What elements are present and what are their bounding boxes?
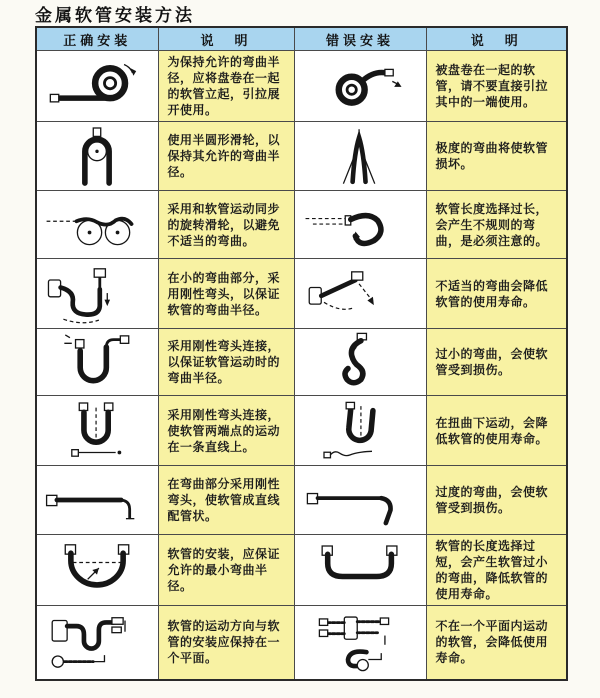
wrong-image-cell: [294, 329, 426, 396]
wrong-image-cell: [294, 122, 426, 191]
correct-image-cell: [36, 122, 158, 191]
out-of-plane-motion-diagram: [300, 608, 420, 676]
table-row: [36, 606, 567, 680]
rotating-pulleys-diagram: [41, 194, 153, 256]
correct-desc-cell: 使用半圆形滑轮，以保持其允许的弯曲半径。: [158, 122, 294, 191]
wrong-desc-cell: 软管的长度选择过短，会产生软管过小的弯曲，降低软管的使用寿命。: [426, 535, 567, 606]
wrong-image-cell: [294, 191, 426, 259]
correct-image-cell: [36, 259, 158, 329]
wrong-image-cell: [294, 535, 426, 606]
header-wrong: 错误安装: [294, 27, 426, 51]
wrong-desc-cell: 软管长度选择过长，会产生不规则的弯曲，是必须注意的。: [426, 191, 567, 259]
wrong-desc-cell: 过度的弯曲，会使软管受到损伤。: [426, 466, 567, 535]
extreme-bend-diagram: [300, 125, 420, 187]
wrong-desc-cell: 不在一个平面内运动的软管，会降低使用寿命。: [426, 606, 567, 680]
header-wrong-desc: 说 明: [426, 27, 567, 51]
wrong-desc-cell: 极度的弯曲将使软管损坏。: [426, 122, 567, 191]
min-bend-radius-u-diagram: [41, 539, 153, 601]
table-row: [36, 122, 567, 191]
correct-desc-cell: 在弯曲部分采用刚性弯头，使软管成直线配管状。: [158, 466, 294, 535]
improper-bend-diagram: [300, 262, 420, 326]
single-plane-motion-diagram: [41, 608, 153, 676]
correct-image-cell: [36, 466, 158, 535]
wrong-desc-cell: 不适当的弯曲会降低软管的使用寿命。: [426, 259, 567, 329]
wrong-image-cell: [294, 466, 426, 535]
wrong-image-cell: [294, 259, 426, 329]
correct-desc-cell: 软管的运动方向与软管的安装应保持在一个平面。: [158, 606, 294, 680]
table-row: [36, 396, 567, 466]
straight-run-elbow-diagram: [41, 469, 153, 531]
correct-desc-cell: 在小的弯曲部分，采用刚性弯头，以保证软管的弯曲半径。: [158, 259, 294, 329]
wrong-image-cell: [294, 396, 426, 466]
too-short-hose-diagram: [300, 539, 420, 601]
table-row: [36, 191, 567, 259]
correct-desc-cell: 采用和软管运动同步的旋转滑轮，以避免不适当的弯曲。: [158, 191, 294, 259]
too-small-bend-hook-diagram: [300, 331, 420, 393]
correct-image-cell: [36, 191, 158, 259]
inline-motion-u-diagram: [41, 399, 153, 463]
table-row: [36, 329, 567, 396]
correct-image-cell: [36, 51, 158, 122]
correct-image-cell: [36, 535, 158, 606]
header-correct-desc: 说 明: [158, 27, 294, 51]
correct-image-cell: [36, 329, 158, 396]
header-row: [36, 27, 567, 51]
coiled-hose-pulled-diagram: [300, 55, 420, 117]
excess-length-loop-diagram: [300, 194, 420, 256]
wrong-desc-cell: 被盘卷在一起的软管，请不要直接引拉其中的一端使用。: [426, 51, 567, 122]
table-row: [36, 466, 567, 535]
rigid-elbow-small-bend-diagram: [41, 262, 153, 326]
table-row: [36, 259, 567, 329]
semicircular-pulley-diagram: [41, 125, 153, 187]
overbent-elbow-diagram: [300, 469, 420, 531]
wrong-desc-cell: 在扭曲下运动，会降低软管的使用寿命。: [426, 396, 567, 466]
correct-desc-cell: 软管的安装，应保证允许的最小弯曲半径。: [158, 535, 294, 606]
correct-desc-cell: 采用刚性弯头连接，使软管两端点的运动在一条直线上。: [158, 396, 294, 466]
table-row: [36, 51, 567, 122]
header-correct: 正确安装: [36, 27, 158, 51]
install-table: [35, 26, 568, 681]
correct-image-cell: [36, 606, 158, 680]
page-title: 金属软管安装方法: [35, 6, 195, 26]
correct-desc-cell: 为保持允许的弯曲半径，应将盘卷在一起的软管立起，引拉展开使用。: [158, 51, 294, 122]
correct-desc-cell: 采用刚性弯头连接，以保证软管运动时的弯曲半径。: [158, 329, 294, 396]
wrong-image-cell: [294, 606, 426, 680]
correct-image-cell: [36, 396, 158, 466]
rigid-elbow-u-diagram: [41, 331, 153, 393]
coiled-hose-upright-diagram: [41, 55, 153, 117]
twisted-motion-diagram: [300, 399, 420, 463]
wrong-image-cell: [294, 51, 426, 122]
wrong-desc-cell: 过小的弯曲，会使软管受到损伤。: [426, 329, 567, 396]
table-row: [36, 535, 567, 606]
